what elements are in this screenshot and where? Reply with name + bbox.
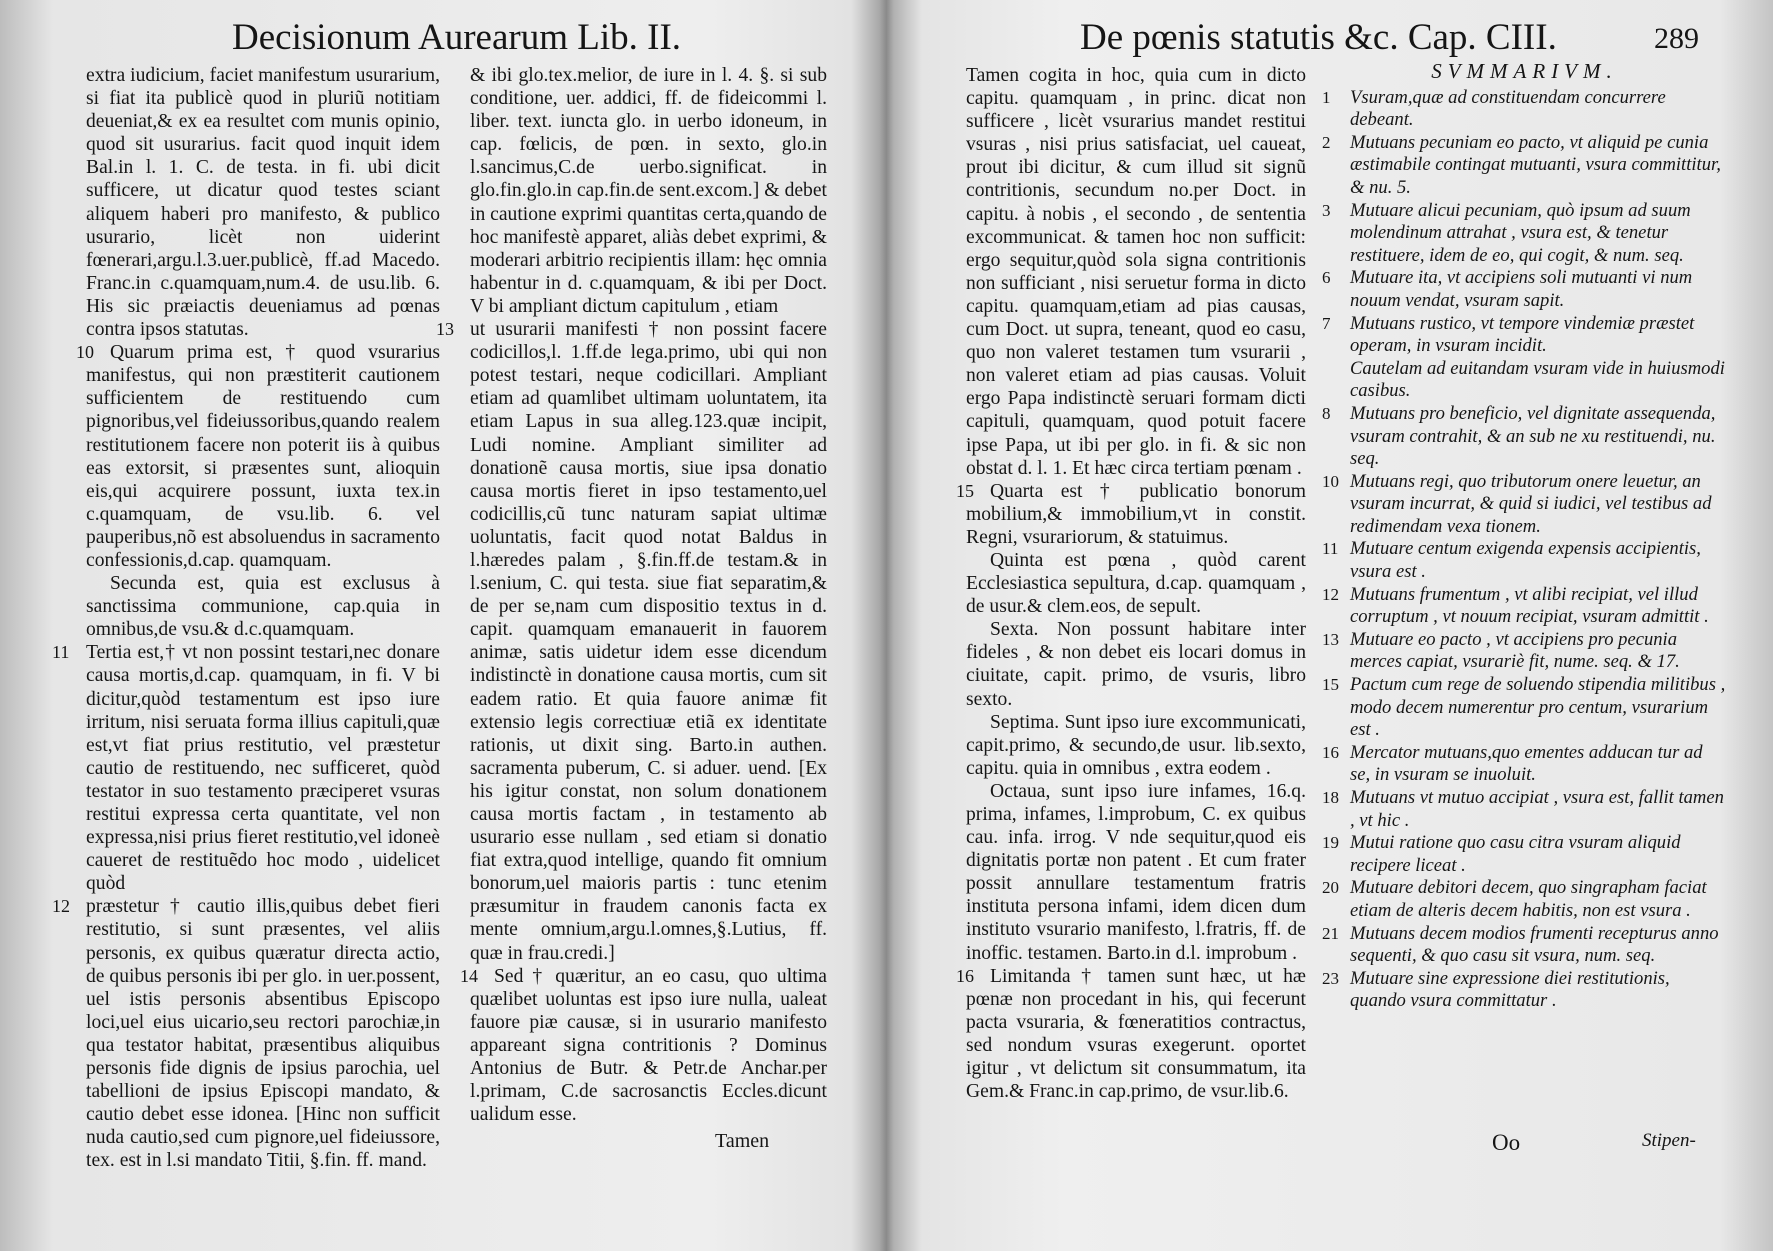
right-a-para-2: 15 Quarta est † publicatio bonorum mobilium,& immobilium,vt in constit. Regni, vsurariorum, & statuimus.: [956, 480, 1306, 548]
summary-entry: 16 Mercator mutuans,quo ementes adducan tur ad se, in vsuram se inuoluit.: [1322, 741, 1703, 786]
summary-entry: 23 Mutuare sine expressione diei restitutionis, quando vsura committatur .: [1322, 967, 1670, 1012]
right-a-para-3: Quinta est pœna , quòd carent Ecclesiastica sepultura, d.cap. quamquam , de usur.& clem.eos, de sepult.: [966, 549, 1306, 618]
summary-entry: 7 Mutuans rustico, vt tempore vindemiæ præstet operam, in vsuram incidit.: [1322, 312, 1695, 357]
summary-entry: 6 Mutuare ita, vt accipiens soli mutuanti vi num nouum vendat, vsuram sapit.: [1322, 267, 1693, 311]
right-running-head: De pœnis statutis &c. Cap. CIII.: [1080, 17, 1557, 58]
left-b-para-2: 13 ut usurarii manifesti † non possint facere codicillos,l. 1.ff.de lega.primo, ubi qui non potest testari, neque codicillari. Ampliant etiam ad quamlibet ultimam uoluntatem, ita etiam Lapus in sua alleg.123.quæ incipit, Ludi nomine. Ampliant similiter ad donationẽ causa mortis, siue ipsa donatio causa mortis fieret in ipso testamento,uel codicillis,cũ tunc naturam sapiat ultimæ uoluntatis, facit quod notat Baldus in l.hæredes palam , §.fin.ff.de testam.& in l.senium, C. qui testa. siue fiat separatim,& de per se,nam cum dispositio textus in d. capit. quamquam emanauerit in fauorem animæ, satis uidetur idem esse dicendum indistinctè in donatione causa mortis, cum sit eadem ratio. Et quia fauore animæ fit extensio legis correctiuæ etiã ex identitate rationis, ut dixit sing. Barto.in authen. sacramenta puberum, C. si aduer. uend. [Ex his igitur constat, non solum donationem causa mortis factam , in testamento ab usurario esse nullam , sed etiam si donatio fiat extra,quod intellige, quando fit omnium bonorum,uel maioris partis : tunc etenim præsumitur in fraudem canonis facta ex mente omnium,argu.l.omnes,§.Lutius, ff. quæ in frau.credi.]: [436, 319, 827, 964]
right-page: [892, 0, 1773, 1251]
right-catchword: Stipen-: [1642, 1130, 1696, 1151]
summary-entry: 12 Mutuans frumentum , vt alibi recipiat, vel illud corruptum , vt nouum recipiat, vsuram admittit .: [1322, 583, 1709, 628]
summary-cross-reference: Cautelam ad euitandam vsuram vide in huiusmodi casibus.: [1350, 357, 1725, 402]
left-a-para-3: Secunda est, quia est exclusus à sanctissima communione, cap.quia in omnibus,de vsu.& d.c.quamquam.: [86, 573, 440, 641]
left-a-para-5: 12 præstetur † cautio illis,quibus debet fieri restitutio, si sunt præsentes, vel aliis personis, ex quibus quæratur directa actio, de quibus personis ibi per glo. in uer.possent, uel istis personis absentibus Episcopo loci,uel eius uicario,seu rectori parochiæ,in qua testator habitat, præsentibus aliquibus personis fide dignis de ipsius parochia, uel tabellioni de ipsius Episcopi mandato, & cautio debet esse idonea. [Hinc non sufficit nuda cautio,sed cum pignore,uel fideiussore, tex. est in l.si mandato Titii, §.fin. ff. mand.: [52, 896, 440, 1172]
summary-entry: 18 Mutuans vt mutuo accipiat , vsura est, fallit tamen , vt hic .: [1322, 787, 1724, 831]
left-a-para-2: 10 Quarum prima est, † quod vsurarius manifestus, qui non præstiterit cautionem sufficientem de restituendo cum pignoribus,vel fideiussoribus,quando realem restitutionem facere non poterit iis à quibus eas extorsit, si præsentes sunt, alioquin eis,qui acquirere possunt, iuxta tex.in c.quamquam, de vsu.lib. 6. vel pauperibus,nõ est absoluendus in sacramento confessionis,d.cap. quamquam.: [76, 342, 440, 571]
left-column-b: [436, 64, 827, 1126]
left-catchword: Tamen: [715, 1130, 770, 1152]
right-a-para-1: Tamen cogita in hoc, quia cum in dicto capitu. quamquam , in princ. dicat non sufficere , licèt vsurarius mandet restitui vsuras , nisi prius satisfaciat, uel caueat, prout ibi dicitur, & cum illud sit signũ contritionis, secundum no.per Doct. in capitu. à nobis , el secondo , de sententia excommunicat. & tamen hoc non sufficit: ergo sequitur,quòd sola signa contritionis non sufficiant , nisi seruetur forma in dicto capitu. quamquam,etiam ad pias causas, cum Doct. ut supra, teneant, quod eo casu, quo non valeret testamen tum vsurarii , non valeret etiam ad pias causas. Voluit ergo Papa indistinctè seruari formam dicti capituli, quamquam, quod potuit facere ipse Papa, ut ibi per glo. in fi. & sic non obstat d. l. 1. Et hæc circa tertiam pœnam .: [966, 65, 1306, 479]
summary-entry: 19 Mutui ratione quo casu citra vsuram aliquid recipere liceat .: [1322, 832, 1681, 876]
summary-entry: 8 Mutuans pro beneficio, vel dignitate assequenda, vsuram contrahit, & an sub ne xu restituendi, nu. seq.: [1322, 402, 1716, 470]
summary-entry: 20 Mutuare debitori decem, quo singrapham faciat etiam de alteris decem habitis, non est vsura .: [1322, 877, 1707, 921]
summary-entry: 10 Mutuans regi, quo tributorum onere leuetur, an vsuram incurrat, & quid si iudici, vel testibus ad redimendam vexa tionem.: [1322, 470, 1712, 537]
left-a-para-1: extra iudicium, faciet manifestum usurarium, si fiat ita publicè quod in pluriũ notitiam deueniat,& ex ea resultet com munis opinio, quod sit usurarius. facit quod inquit idem Bal.in l. 1. C. de testa. in fi. ubi dicit sufficere, ut dicatur quod testes sciant aliquem haberi pro manifesto, & publico usurario, licèt non uiderint fœnerari,argu.l.3.uer.publicè, ff.ad Macedo. Franc.in c.quamquam,num.4. de usu.lib. 6. His sic præiactis deueniamus ad pœnas contra ipsos statutas.: [86, 65, 440, 341]
summary-entry: 15 Pactum cum rege de soluendo stipendia militibus , modo decem numerentur pro centum, vsurarium est .: [1322, 674, 1726, 741]
left-b-para-1: & ibi glo.tex.melior, de iure in l. 4. §. si sub conditione, uer. addici, ff. de fideicommi l. liber. text. iuncta glo. in uerbo idoneum, in cap. fœlicis, de pœn. in sexto, glo.in l.sancimus,C.de uerbo.significat. in glo.fin.glo.in cap.fin.de sent.excom.] & debet in cautione exprimi quantitas certa,quando de hoc manifestè apparet, aliàs debet exprimi, & moderari arbitrio recipientis illam: hęc omnia habentur in d. c.quamquam, & ibi per Doct. V bi ampliant dictum capitulum , etiam: [470, 65, 827, 317]
right-a-para-7: 16 Limitanda † tamen sunt hæc, ut hæ pœnæ non procedant in his, qui fecerunt pacta vsuraria, & fœneratitios contractus, sed nondum vsuras exegerunt. oportet igitur , vt delictum sit consummatum, ita Gem.& Franc.in cap.primo, de vsur.lib.6.: [956, 965, 1306, 1103]
summary-entry: 1 Vsuram,quæ ad constituendam concurrere debeant.: [1322, 86, 1666, 131]
right-column-a: [956, 64, 1306, 1103]
signature-mark: Oo: [1492, 1130, 1521, 1155]
summary-entry: 11 Mutuare centum exigenda expensis accipientis, vsura est .: [1322, 538, 1701, 583]
left-page: [0, 0, 880, 1251]
right-a-para-6: Octaua, sunt ipso iure infames, 16.q. prima, infames, l.improbum, C. ex quibus cau. infa. irrog. V nde sequitur,quod eis dignitatis portæ non patent . Et cum frater possit annullare testamentum fratris instituta persona infami, idem dicen dum instituto vsurario manifesto, l.fratris, ff. de inoffic. testamen. Barto.in d.l. improbum .: [966, 780, 1306, 964]
left-running-head: Decisionum Aurearum Lib. II.: [232, 17, 682, 58]
page-number: 289: [1654, 22, 1699, 55]
right-a-para-5: Septima. Sunt ipso iure excommunicati, capit.primo, & secundo,de usur. lib.sexto, capitu. quia in omnibus , extra eodem .: [966, 711, 1306, 779]
summary-entry: 2 Mutuans pecuniam eo pacto, vt aliquid pe cunia æstimabile contingat mutuanti, vsura committitur, & nu. 5.: [1322, 131, 1721, 198]
summary-entry: 13 Mutuare eo pacto , vt accipiens pro pecunia merces capiat, vsurariè fit, nume. seq. & 17.: [1322, 628, 1680, 673]
summary-column: [1322, 60, 1727, 1013]
summary-entry: 3 Mutuare alicui pecuniam, quò ipsum ad suum molendinum attrahat , vsura est, & tenetur restituere, idem de eo, qui cogit, & num. seq.: [1322, 199, 1691, 266]
right-a-para-4: Sexta. Non possunt habitare inter fideles , & non debet eis locari domus in ciuitate, capit. primo, de vsuris, libro sexto.: [966, 619, 1306, 710]
left-column-a: [52, 64, 440, 1173]
left-a-para-4: 11 Tertia est,† vt non possint testari,nec donare causa mortis,d.cap. quamquam, in fi. V bi dicitur,quòd testamentum est ipso iure irritum, nisi seruata forma illius capituli,quæ est,vt fiat prius restitutio, vel præstetur cautio de restituendo, nec sufficeret, quòd testator in suo testamento præciperet vsuras restitui expressa certa quantitate, vel non expressa,nisi prius fieret restitutio,vel idoneè caueret de restituẽdo hoc modo , uidelicet quòd: [52, 642, 440, 895]
summary-title: SVMMARIVM.: [1431, 59, 1618, 83]
left-b-para-3: 14 Sed † quæritur, an eo casu, quo ultima quælibet uoluntas est ipso iure nulla, ualeat fauore piæ causæ, si in usurario manifesto appareant signa contritionis ? Dominus Antonius de Butr. & Petr.de Anchar.per l.primam, C.de sacrosanctis Eccles.dicunt ualidum esse.: [460, 965, 827, 1126]
summary-entry: 21 Mutuans decem modios frumenti recepturus anno sequenti, & quo casu sit vsura, num. seq.: [1322, 922, 1719, 967]
